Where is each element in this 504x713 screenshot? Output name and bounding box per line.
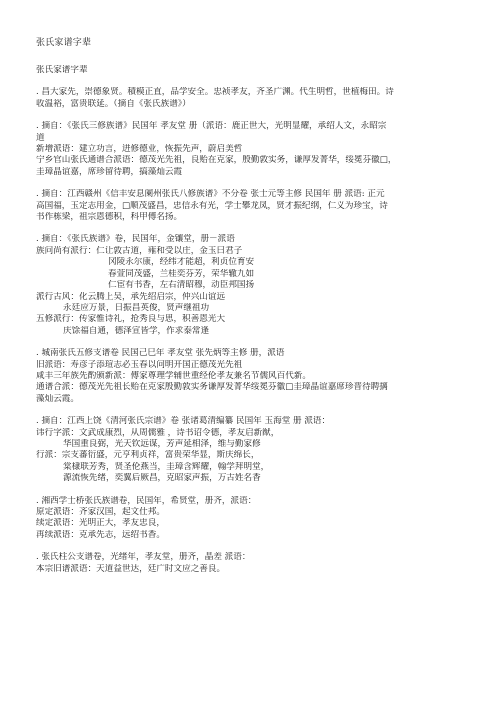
text-line: 再续派语：克承先志，远绍书香。 <box>36 529 165 540</box>
text-line: 行派：宗支蕃衍盛，元亨利贞祥，富贵荣华显，斯庆绵长， <box>36 450 260 461</box>
paragraph <box>36 234 476 337</box>
text-line <box>36 76 476 87</box>
paragraph-gap <box>36 337 476 348</box>
text-line: 新增派语：建立功言，进修德业，恢振先声，蔚启美哲 <box>36 144 243 155</box>
text-line: 仁宦有书香，左右清昭穆，动臣邦国扬 <box>108 280 255 291</box>
paragraph-gap <box>36 223 476 234</box>
paragraph <box>36 348 476 405</box>
text-line: 华国重良弼，光天钦远谋，芳声延相泽，维与勤家修 <box>63 438 261 449</box>
paragraph <box>36 552 476 575</box>
text-line: 永廷应万景，日振昌英俊，贤声继祖功 <box>63 302 210 313</box>
paragraph <box>36 65 476 110</box>
text-line: 通谱合派：德茂光先祖长贻在克家殷勤敦实务谦厚发菁华绥冕芬徽□圭璋晶谊嘉席珍晋待聘摛 <box>36 382 388 393</box>
paragraph-gap <box>36 405 476 416</box>
text-line: 藻灿云霞。 <box>36 393 79 404</box>
paragraph-gap <box>36 178 476 189</box>
text-line: . 摘自：《张氏三修族谱》民国年 孝友堂 册（派语：鹿正世大，光明显耀，承绍人文，永昭宗 <box>36 121 387 132</box>
text-line: 旧派语：寿彦子添瑄志必玉春以问明开国正德茂光先祖 <box>36 359 243 370</box>
text-line: 讳行字派：文武成康烈，从周儒雅 ，诗书诏令德，孝友启新猷， <box>36 427 280 438</box>
paragraph <box>36 121 476 178</box>
text-line: . 湘西学士桥张氏族谱卷，民国年，希贤堂，册齐，派语： <box>36 495 257 506</box>
text-line: 源流恢先绪，奕翼后厥昌，克昭家声振，万古姓名香 <box>63 473 261 484</box>
paragraph-gap <box>36 541 476 552</box>
text-line: 宁乡官山张氏通谱合派语：德茂光先祖，良贻在克家，殷勤敦实务，谦厚发菁华，绥冕芬徽□， <box>36 155 397 166</box>
text-line: 春萱同茂盛，兰桂奕芬芳，荣华辙九如 <box>108 268 255 279</box>
paragraph <box>36 496 476 542</box>
document-body <box>36 65 476 575</box>
text-line: 续定派语：光明正大，孝友忠良， <box>36 518 165 529</box>
text-line: 五修派行：传家惟诗礼，抢秀良与思，积善恩光大 <box>36 314 226 325</box>
paragraph <box>36 416 476 484</box>
document-title: 张氏家谱字辈 <box>36 38 92 48</box>
text-line: 收温裕，富贵联延。（摘自《张氏族谱》） <box>36 98 191 109</box>
text-line: 族问尚有派行：仁让敦古道，雍和受以庄，金玉曰君子 <box>36 245 243 256</box>
text-line: 圭璋晶谊嘉，席珍留待聘，搞藻灿云霞 <box>36 166 183 177</box>
text-line: 本宗旧谱派语：天道益世达，廷广时文应之善良。 <box>36 563 226 574</box>
text-line: 棠棣联芳秀，贤圣伦燕当，圭璋含辉耀，翰学拜明堂， <box>63 461 270 472</box>
text-line: 书作栋梁，祖宗恩德积，科甲傅名扬。 <box>36 212 183 223</box>
text-line: . 昌大家先，崇德象贤。積模正直，品学安全。忠祯孝友，齐圣广渊。代生明哲，世植梅田。诗 <box>36 87 394 98</box>
paragraph <box>36 189 476 223</box>
text-line: 庆馀福自通，德泽宣皆学，作求泰常逢 <box>63 325 210 336</box>
text-line: . 城南张氏五修支谱卷 民国己巳年 孝友堂 张先炳等主修 册，派语 <box>36 348 285 359</box>
text-line: . 摘自：江西赣州《信丰安息阑州张氏八修族谱》不分卷 张士元等主修 民国年 册 派语: 正元 <box>36 189 385 200</box>
paragraph-gap <box>36 110 476 121</box>
text-line: 道 <box>36 132 45 143</box>
text-line: 原定派语：齐家汉国，起文仕邦。 <box>36 507 165 517</box>
text-line: 派行古风：化云腾上吴，承先绍启宗，仲兴山谊远 <box>36 291 226 302</box>
text-line: . 摘自：《张氏族谱》卷，民国年，金镶堂，册－派语 <box>36 234 235 245</box>
text-line: . 张氏柱公支谱卷，光绪年，孝友堂，册齐，晶差 派语： <box>36 552 251 563</box>
text-line: 高国福，玉定志用金，□顺茂盛昌，忠信永有光，学士攀龙凤，贤才振纪纲，仁义为珍宝，诗 <box>36 200 388 211</box>
paragraph-gap <box>36 485 476 496</box>
text-line: 咸丰三年族先酌颁新派：傅家尊理学辅世重经伦孝友兼名节儒风百代新。 <box>36 370 312 381</box>
text-line: 冈陵永尔康，经纬才能超，利贞位育安 <box>108 257 255 268</box>
text-line: . 摘自：江西上饶《清河张氏宗谱》卷 张诸葛清编纂 民国年 玉海堂 册 派语： <box>36 416 331 427</box>
text-line: 张氏家谱字辈 <box>36 65 88 75</box>
